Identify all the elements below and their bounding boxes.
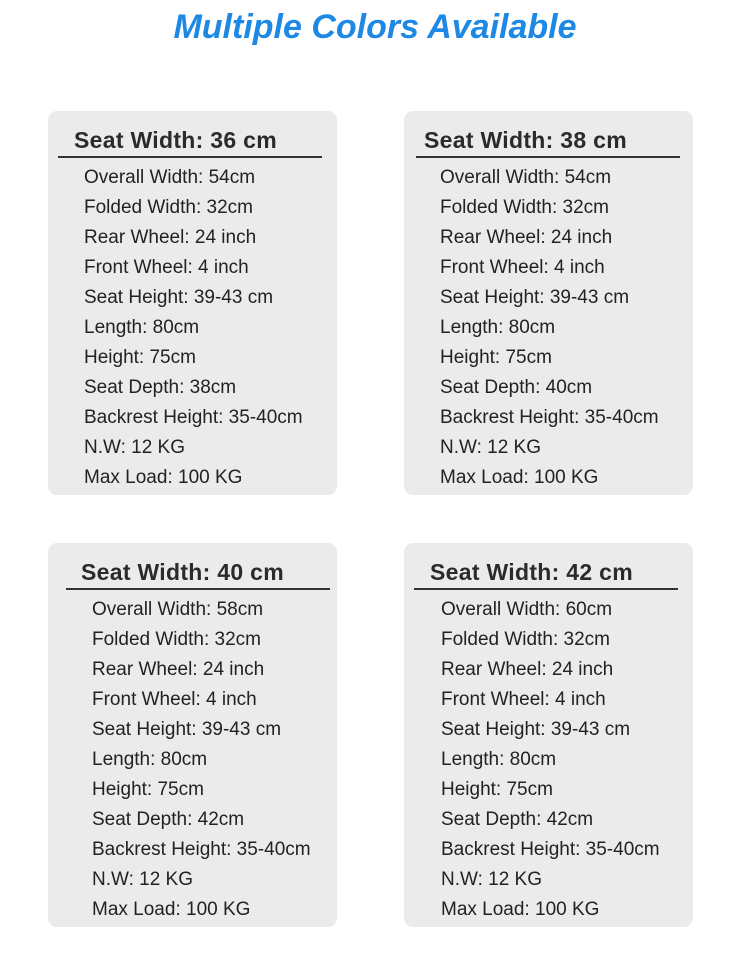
spec-item: Folded Width: 32cm <box>441 629 610 650</box>
spec-item: N.W: 12 KG <box>440 437 542 458</box>
heading-underline <box>58 156 322 158</box>
spec-item: Max Load: 100 KG <box>84 467 243 488</box>
spec-item: Length: 80cm <box>441 749 557 770</box>
heading-underline <box>416 156 680 158</box>
spec-item: Height: 75cm <box>440 347 552 368</box>
spec-item: N.W: 12 KG <box>441 869 543 890</box>
spec-item: Length: 80cm <box>440 317 556 338</box>
spec-card-42 <box>404 543 693 927</box>
spec-list <box>84 163 303 493</box>
heading-underline <box>414 588 678 590</box>
spec-item: Max Load: 100 KG <box>440 467 599 488</box>
spec-item: Seat Depth: 42cm <box>92 809 245 830</box>
card-heading: Seat Width: 38 cm <box>424 127 627 153</box>
spec-item: Front Wheel: 4 inch <box>92 689 257 710</box>
spec-item: Length: 80cm <box>84 317 200 338</box>
spec-item: Rear Wheel: 24 inch <box>440 227 613 248</box>
spec-item: Backrest Height: 35-40cm <box>92 839 311 860</box>
spec-item: Max Load: 100 KG <box>441 899 600 920</box>
spec-item: Overall Width: 60cm <box>441 599 613 620</box>
spec-item: Seat Height: 39-43 cm <box>84 287 274 308</box>
spec-item: Height: 75cm <box>441 779 553 800</box>
card-heading: Seat Width: 36 cm <box>74 127 277 153</box>
spec-item: Seat Height: 39-43 cm <box>440 287 630 308</box>
spec-item: N.W: 12 KG <box>92 869 194 890</box>
spec-item: Overall Width: 54cm <box>84 167 256 188</box>
spec-item: Rear Wheel: 24 inch <box>84 227 257 248</box>
spec-item: Seat Depth: 40cm <box>440 377 593 398</box>
spec-item: Height: 75cm <box>84 347 196 368</box>
spec-item: Length: 80cm <box>92 749 208 770</box>
spec-item: Folded Width: 32cm <box>84 197 253 218</box>
spec-item: Seat Depth: 38cm <box>84 377 237 398</box>
spec-item: Backrest Height: 35-40cm <box>440 407 659 428</box>
spec-item: Front Wheel: 4 inch <box>84 257 249 278</box>
spec-card-40 <box>48 543 337 927</box>
spec-item: Rear Wheel: 24 inch <box>92 659 265 680</box>
spec-item: Seat Height: 39-43 cm <box>92 719 282 740</box>
spec-item: Height: 75cm <box>92 779 204 800</box>
spec-item: Seat Depth: 42cm <box>441 809 594 830</box>
spec-item: Backrest Height: 35-40cm <box>441 839 660 860</box>
spec-list <box>92 595 311 925</box>
spec-item: Folded Width: 32cm <box>92 629 261 650</box>
spec-item: Overall Width: 54cm <box>440 167 612 188</box>
spec-item: Overall Width: 58cm <box>92 599 264 620</box>
spec-item: Folded Width: 32cm <box>440 197 609 218</box>
spec-item: Front Wheel: 4 inch <box>441 689 606 710</box>
spec-card-36 <box>48 111 337 495</box>
spec-item: Backrest Height: 35-40cm <box>84 407 303 428</box>
page-title: Multiple Colors Available <box>173 8 577 46</box>
heading-underline <box>66 588 330 590</box>
spec-item: N.W: 12 KG <box>84 437 186 458</box>
spec-item: Front Wheel: 4 inch <box>440 257 605 278</box>
card-heading: Seat Width: 40 cm <box>81 559 284 585</box>
spec-item: Seat Height: 39-43 cm <box>441 719 631 740</box>
spec-item: Rear Wheel: 24 inch <box>441 659 614 680</box>
spec-list <box>441 595 660 925</box>
spec-list <box>440 163 659 493</box>
spec-item: Max Load: 100 KG <box>92 899 251 920</box>
card-heading: Seat Width: 42 cm <box>430 559 633 585</box>
spec-card-38 <box>404 111 693 495</box>
